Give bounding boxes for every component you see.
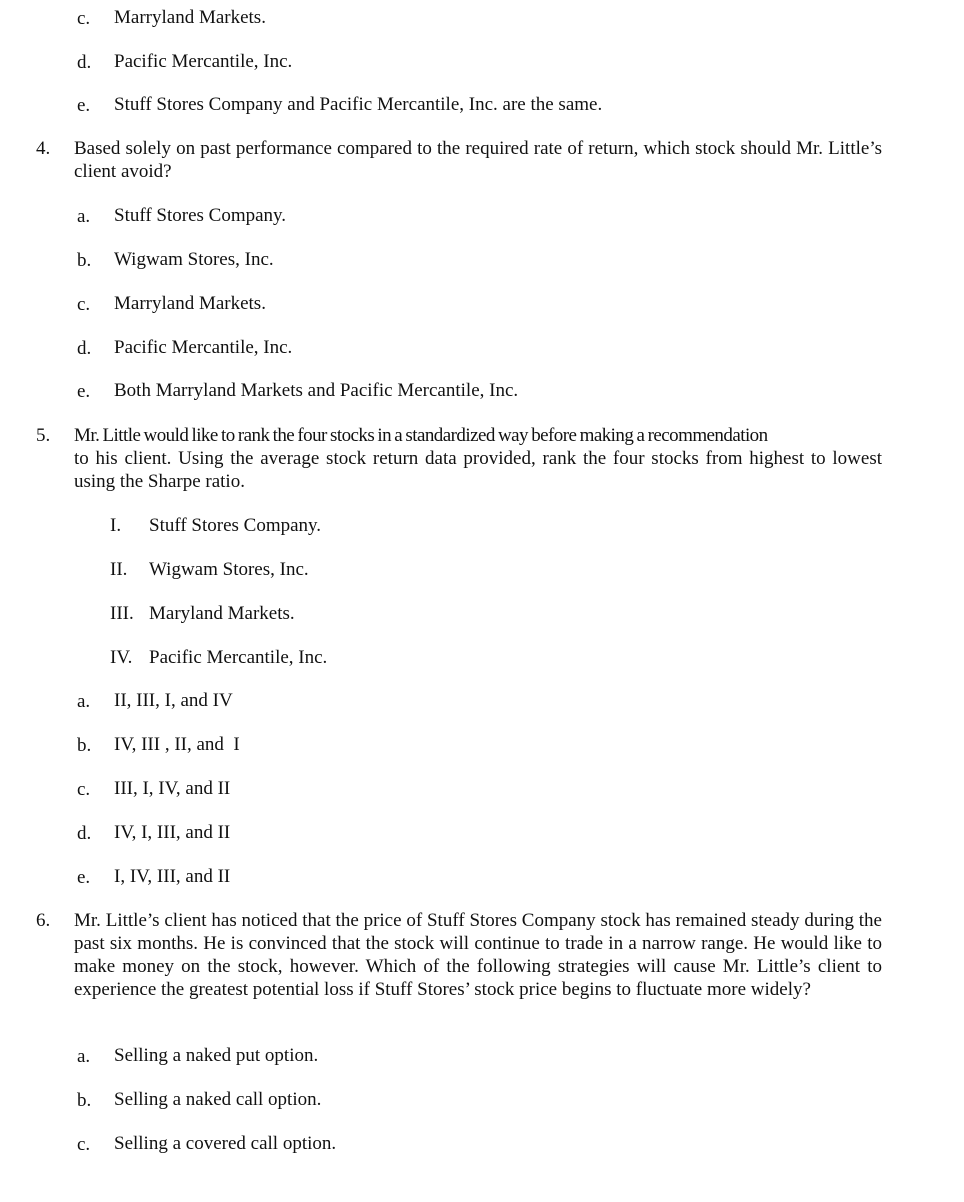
roman-item-text: Stuff Stores Company.: [149, 515, 322, 536]
option-letter: c.: [77, 294, 91, 315]
roman-numeral: III.: [110, 603, 134, 624]
question-number: 6.: [36, 910, 51, 931]
option-text: III, I, IV, and II: [114, 778, 231, 799]
roman-numeral: I.: [110, 515, 122, 536]
option-text: Pacific Mercantile, Inc.: [114, 337, 293, 358]
option-letter: a.: [77, 691, 91, 712]
option-letter: c.: [77, 8, 91, 29]
option-text: Selling a naked put option.: [114, 1045, 319, 1066]
question-text: to his client. Using the average stock return data provided, rank the four stocks from highest to lowest using the Sharpe ratio.: [74, 448, 882, 492]
option-text: Marryland Markets.: [114, 293, 266, 314]
question-text-line1: Mr. Little would like to rank the four stocks in a standardized way before making a recommendation: [74, 425, 768, 446]
roman-numeral: IV.: [110, 647, 133, 668]
option-letter: c.: [77, 779, 91, 800]
option-letter: e.: [77, 381, 91, 402]
question-number: 5.: [36, 425, 51, 446]
question-text: Mr. Little’s client has noticed that the price of Stuff Stores Company stock has remained steady during the past six months. He is convinced that the stock will continue to trade in a narrow range. He would like to make money on the stock, however. Which of the following strategies will cause Mr. Little’s client to experience the greatest potential loss if Stuff Stores’ stock price begins to fluctuate more widely?: [74, 910, 882, 1000]
option-letter: d.: [77, 52, 92, 73]
option-letter: c.: [77, 1134, 91, 1155]
option-text: Marryland Markets.: [114, 7, 266, 28]
roman-numeral: II.: [110, 559, 128, 580]
option-text: Stuff Stores Company and Pacific Mercantile, Inc. are the same.: [114, 94, 603, 115]
option-text: Selling a naked call option.: [114, 1089, 322, 1110]
option-text: IV, III , II, and I: [114, 734, 240, 755]
option-letter: e.: [77, 867, 91, 888]
option-text: Pacific Mercantile, Inc.: [114, 51, 293, 72]
option-letter: b.: [77, 1090, 92, 1111]
roman-item-text: Maryland Markets.: [149, 603, 295, 624]
option-text: IV, I, III, and II: [114, 822, 231, 843]
option-letter: e.: [77, 95, 91, 116]
option-text: Selling a covered call option.: [114, 1133, 337, 1154]
option-letter: d.: [77, 823, 92, 844]
option-letter: a.: [77, 206, 91, 227]
option-text: Stuff Stores Company.: [114, 205, 287, 226]
option-text: I, IV, III, and II: [114, 866, 231, 887]
question-number: 4.: [36, 138, 51, 159]
question-text: Based solely on past performance compared to the required rate of return, which stock should Mr. Little’s client avoid?: [74, 138, 882, 182]
option-letter: a.: [77, 1046, 91, 1067]
roman-item-text: Pacific Mercantile, Inc.: [149, 647, 328, 668]
option-text: Both Marryland Markets and Pacific Mercantile, Inc.: [114, 380, 519, 401]
option-letter: b.: [77, 735, 92, 756]
option-letter: d.: [77, 338, 92, 359]
option-text: Wigwam Stores, Inc.: [114, 249, 274, 270]
option-text: II, III, I, and IV: [114, 690, 233, 711]
option-letter: b.: [77, 250, 92, 271]
roman-item-text: Wigwam Stores, Inc.: [149, 559, 309, 580]
